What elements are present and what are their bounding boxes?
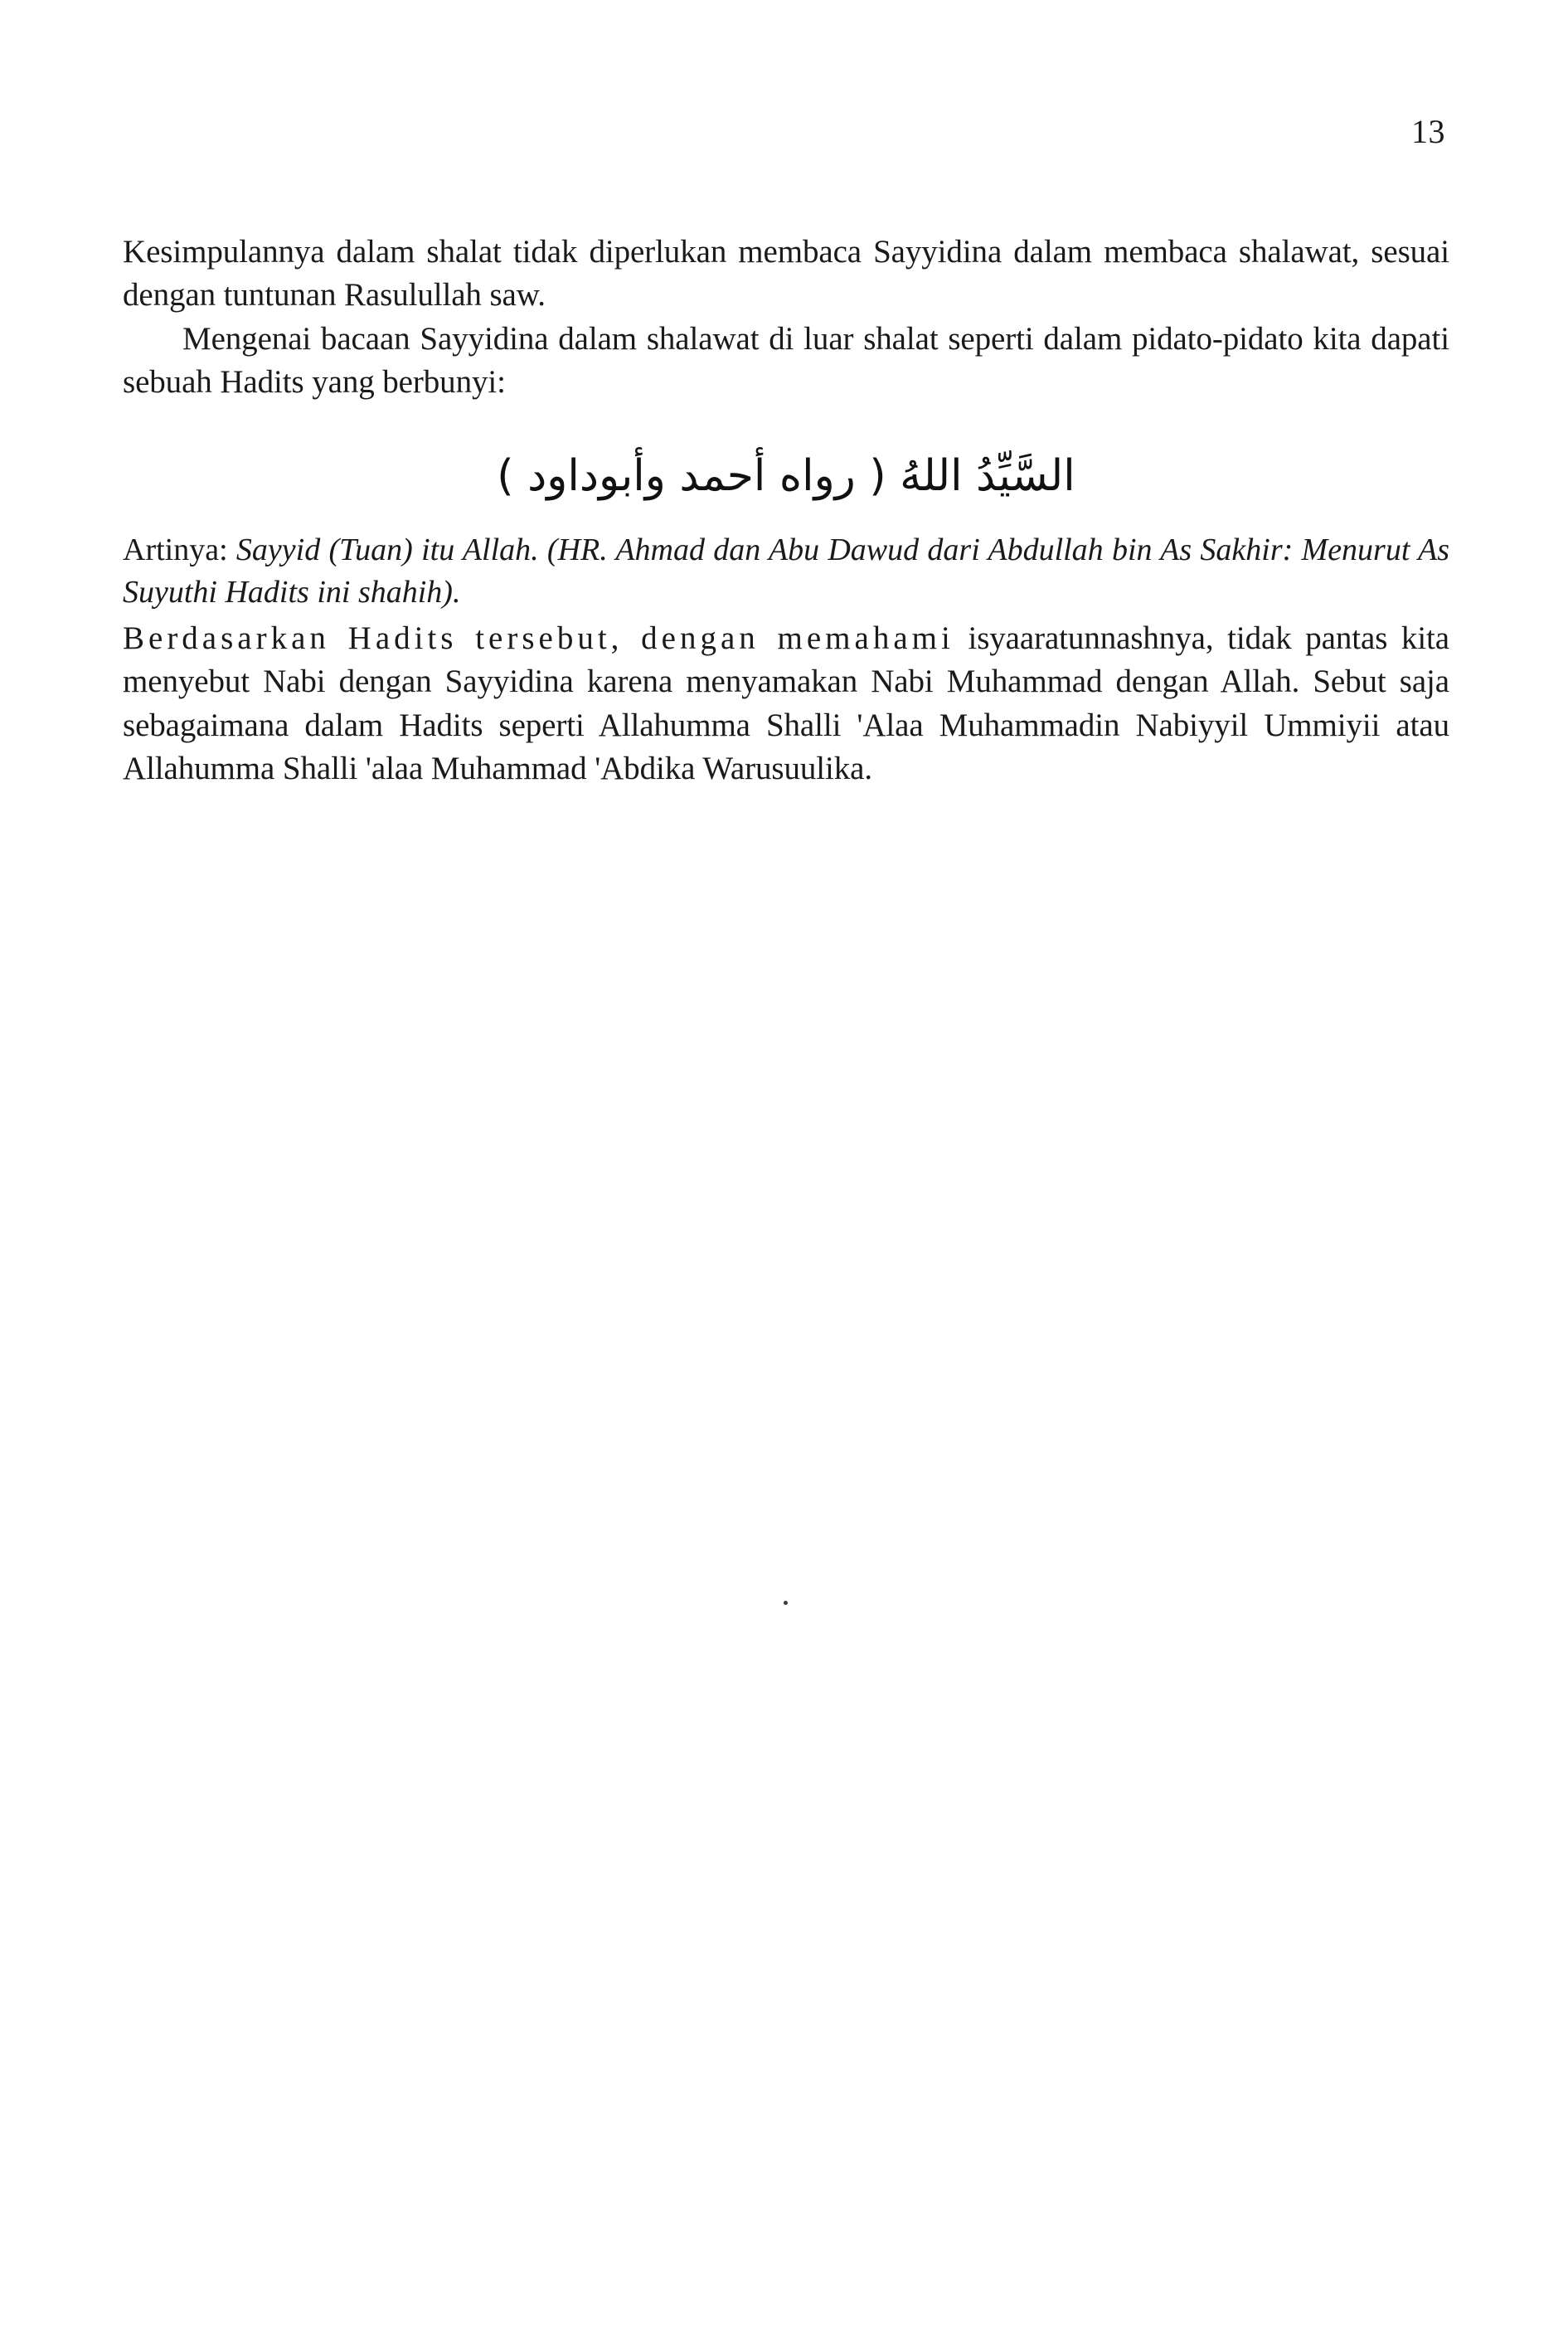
arabic-hadith-quote: السَّيِّدُ اللهُ ( رواه أحمد وأبوداود ) bbox=[497, 451, 1075, 501]
page-number: 13 bbox=[1411, 113, 1445, 150]
translation-label: Artinya: bbox=[123, 532, 228, 568]
stray-ink-dot bbox=[784, 1601, 788, 1605]
body-paragraph-rest: isyaaratunnashnya, tidak pantas kita menyebut Nabi dengan Sayyidina karena menyamakan Nabi Muhammad dengan Allah. Sebut saja sebagaimana dalam Hadits seperti Allahumma Shalli 'Alaa Muhammadin Nabiyyil Ummiyii atau Allahumma Shalli 'alaa Muhammad 'Abdika Warusuulika. bbox=[123, 620, 1449, 786]
body-paragraph bbox=[123, 617, 1449, 790]
translation-text: Sayyid (Tuan) itu Allah. (HR. Ahmad dan Abu Dawud dari Abdullah bin As Sakhir: Menurut As Suyuthi Hadits ini shahih). bbox=[123, 532, 1449, 610]
body-paragraph-lead: Berdasarkan Hadits tersebut, dengan memahami bbox=[123, 620, 954, 656]
translation-block bbox=[123, 529, 1449, 614]
page-content bbox=[123, 231, 1449, 790]
paragraph-2: Mengenai bacaan Sayyidina dalam shalawat di luar shalat seperti dalam pidato-pidato kita dapati sebuah Hadits yang berbunyi: bbox=[123, 320, 1449, 400]
paragraph-1: Kesimpulannya dalam shalat tidak diperlukan membaca Sayyidina dalam membaca shalawat, sesuai dengan tuntunan Rasulullah saw. bbox=[123, 234, 1449, 314]
